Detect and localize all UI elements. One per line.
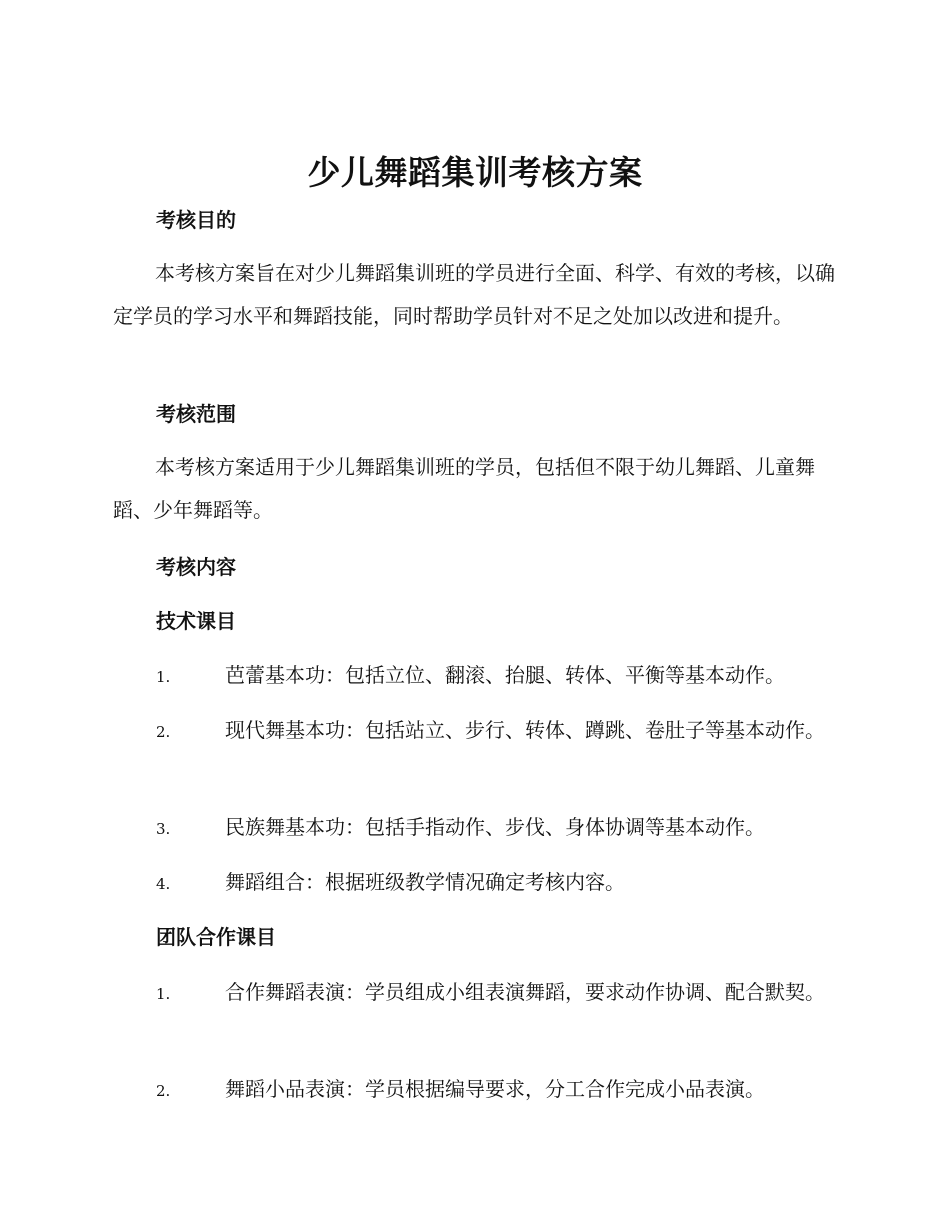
list-item-number: 3. — [156, 820, 171, 838]
section-heading-scope: 考核范围 — [156, 402, 236, 426]
list-item — [113, 654, 837, 699]
list-item-text: 舞蹈小品表演：学员根据编导要求，分工合作完成小品表演。 — [225, 1077, 765, 1101]
list-item — [113, 861, 837, 906]
list-item-text: 民族舞基本功：包括手指动作、步伐、身体协调等基本动作。 — [225, 815, 765, 839]
list-item-text: 合作舞蹈表演：学员组成小组表演舞蹈，要求动作协调、配合默契。 — [225, 980, 825, 1004]
document-title: 少儿舞蹈集训考核方案 — [307, 153, 643, 192]
list-item — [113, 971, 837, 1016]
section-heading-content: 考核内容 — [156, 555, 236, 579]
paragraph-purpose: 本考核方案旨在对少儿舞蹈集训班的学员进行全面、科学、有效的考核，以确定学员的学习水平和舞蹈技能，同时帮助学员针对不足之处加以改进和提升。 — [113, 261, 835, 328]
list-item-number: 2. — [156, 723, 171, 741]
list-item-number: 1. — [156, 668, 171, 686]
list-item-text: 芭蕾基本功：包括立位、翻滚、抬腿、转体、平衡等基本动作。 — [225, 663, 785, 687]
list-item — [113, 709, 837, 754]
list-item-text: 舞蹈组合：根据班级教学情况确定考核内容。 — [225, 870, 625, 894]
subsection-heading-teamwork: 团队合作课目 — [156, 925, 276, 949]
paragraph-scope: 本考核方案适用于少儿舞蹈集训班的学员，包括但不限于幼儿舞蹈、儿童舞蹈、少年舞蹈等。 — [113, 455, 815, 522]
list-item-number: 1. — [156, 985, 171, 1003]
list-item — [113, 806, 837, 851]
list-item-number: 2. — [156, 1082, 171, 1100]
subsection-heading-technical: 技术课目 — [156, 609, 236, 633]
list-item-number: 4. — [156, 875, 171, 893]
list-item-text: 现代舞基本功：包括站立、步行、转体、蹲跳、卷肚子等基本动作。 — [225, 718, 825, 742]
section-heading-purpose: 考核目的 — [156, 208, 236, 232]
list-item — [113, 1068, 837, 1113]
